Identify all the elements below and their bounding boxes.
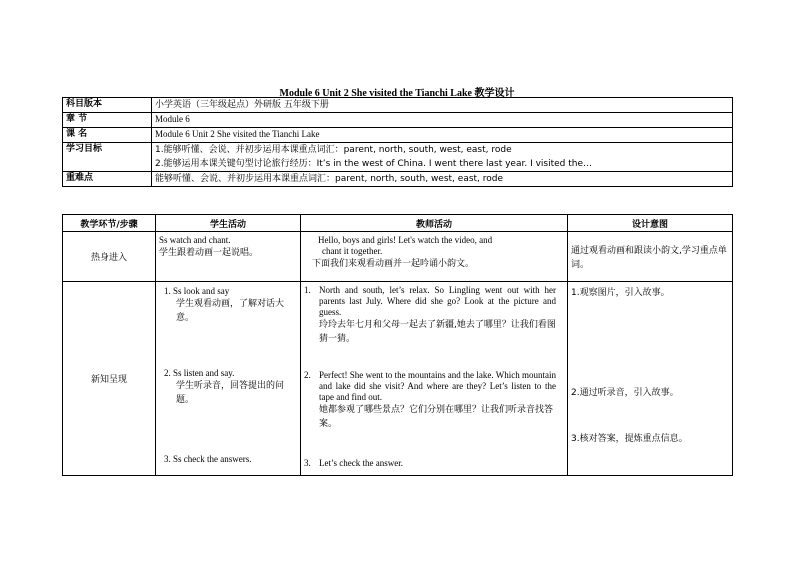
teacher-step-2-number: 2. — [304, 370, 311, 380]
teacher-step-3-number: 3. — [304, 458, 311, 468]
header-student: 学生活动 — [156, 215, 301, 232]
info-label: 科目版本 — [63, 98, 152, 113]
plan-header-row — [63, 215, 733, 232]
info-value: 能够听懂、会说、并初步运用本课重点词汇：parent, north, south, west, east, rode — [155, 174, 504, 184]
present-row — [63, 282, 733, 476]
info-label: 章 节 — [63, 113, 152, 128]
info-value: Module 6 — [152, 113, 733, 128]
info-value: 小学英语（三年级起点）外研版 五年级下册 — [155, 100, 329, 110]
warmup-row — [63, 232, 733, 282]
teacher-step-3-en: Let’s check the answer. — [319, 458, 403, 468]
warmup-teacher-en1: Hello, boys and girls! Let's watch the video, and — [318, 235, 493, 245]
stage-warmup: 热身进入 — [63, 232, 156, 282]
present-student-1-en: 1. Ss look and say — [164, 286, 230, 296]
present-student-2-en: 2. Ss listen and say. — [164, 368, 235, 378]
warmup-teacher-zh: 下面我们来观看动画并一起吟诵小韵文。 — [312, 259, 475, 269]
teacher-step-1-zh: 玲玲去年七月和父母一起去了新疆,她去了哪里？让我们看图猜一猜。 — [319, 320, 556, 344]
present-student-2-zh: 学生听录音，回答提出的问题。 — [176, 381, 285, 405]
teacher-step-2-zh: 她都参观了哪些景点？它们分别在哪里？让我们听录音找答案。 — [319, 405, 554, 429]
stage-present: 新知呈现 — [63, 282, 156, 476]
header-intent: 设计意图 — [568, 215, 733, 232]
warmup-intent: 通过观看动画和跟读小韵文,学习重点单词。 — [571, 246, 727, 270]
info-label: 课 名 — [63, 128, 152, 143]
goal-1: 1.能够听懂、会说、并初步运用本课重点词汇：parent, north, south, west, east, rode — [155, 145, 512, 155]
intent-2: 2.通过听录音，引入故事。 — [571, 388, 679, 398]
info-value: Module 6 Unit 2 She visited the Tianchi Lake — [152, 128, 733, 143]
intent-3: 3.核对答案，提炼重点信息。 — [571, 434, 688, 444]
info-label: 学习目标 — [63, 143, 152, 172]
intent-1: 1.观察图片，引入故事。 — [571, 288, 670, 298]
plan-table — [62, 214, 733, 476]
info-row-goals — [63, 143, 733, 172]
info-row-keypoints — [63, 172, 733, 187]
header-teacher: 教师活动 — [301, 215, 568, 232]
warmup-teacher-en2: chant it together. — [322, 246, 383, 256]
page-title: Module 6 Unit 2 She visited the Tianchi Lake 教学设计 — [279, 88, 515, 99]
header-stage: 教学环节/步骤 — [63, 215, 156, 232]
teacher-step-1-en: North and south, let’s relax. So Lingling went out with her parents last July. Where did she go? Look at the picture and guess. — [319, 285, 556, 317]
present-student-3-en: 3. Ss check the answers. — [164, 454, 252, 464]
info-row-subject — [63, 98, 733, 113]
teacher-step-1-number: 1. — [304, 285, 311, 295]
warmup-student-zh: 学生跟着动画一起说唱。 — [159, 248, 259, 258]
present-student-1-zh: 学生观看动画，了解对话大意。 — [176, 299, 285, 323]
warmup-student-en: Ss watch and chant. — [159, 235, 231, 245]
info-table — [62, 97, 733, 187]
info-row-lesson — [63, 128, 733, 143]
goal-2: 2.能够运用本课关键句型讨论旅行经历：It’s in the west of China. I went there last year. I visited the… — [155, 159, 593, 169]
info-row-chapter — [63, 113, 733, 128]
teacher-step-2-en: Perfect! She went to the mountains and the lake. Which mountain and lake did she visit? And where are they? Let’s listen to the tape and find out. — [319, 370, 556, 402]
info-label: 重难点 — [63, 172, 152, 187]
